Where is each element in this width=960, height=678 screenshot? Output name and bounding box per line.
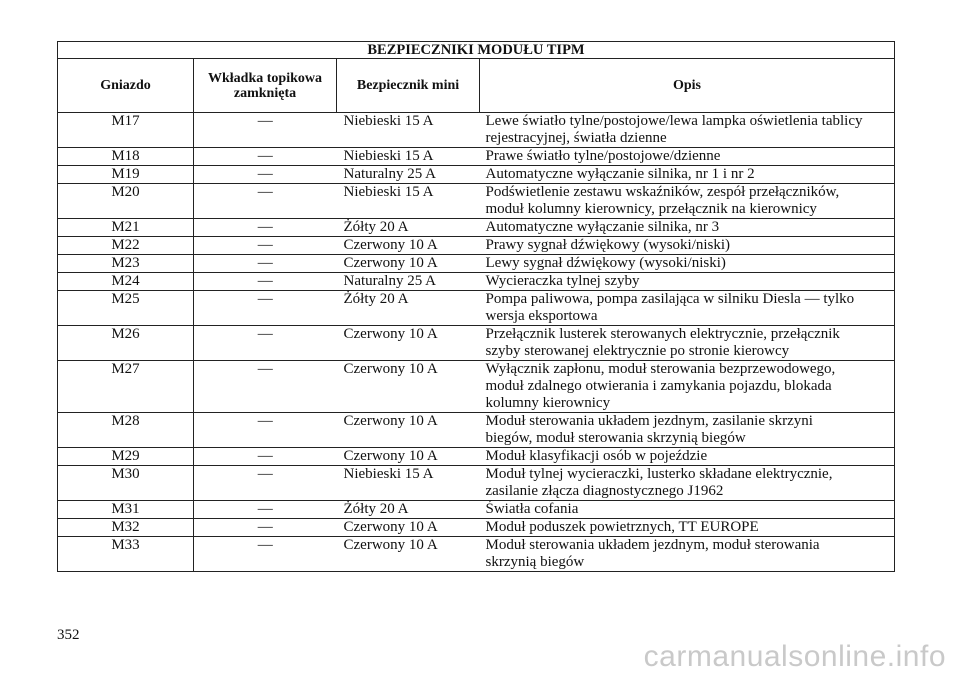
mini-fuse-cell: Żółty 20 A <box>337 291 480 326</box>
description-cell <box>480 413 895 448</box>
mini-fuse-cell: Czerwony 10 A <box>337 413 480 448</box>
description-line: Moduł sterowania układem jezdnym, zasilanie skrzyni <box>485 413 813 429</box>
table-row <box>58 326 895 361</box>
cartridge-fuse-cell: — <box>194 148 337 166</box>
mini-fuse-cell: Czerwony 10 A <box>337 537 480 572</box>
description-cell <box>480 113 895 148</box>
description-cell <box>480 291 895 326</box>
socket-cell: M31 <box>58 501 194 519</box>
socket-cell: M30 <box>58 466 194 501</box>
description-line: Automatyczne wyłączanie silnika, nr 3 <box>485 219 720 235</box>
socket-cell: M24 <box>58 273 194 291</box>
mini-fuse-cell: Niebieski 15 A <box>337 113 480 148</box>
mini-fuse-cell: Naturalny 25 A <box>337 166 480 184</box>
description-cell <box>480 237 895 255</box>
table-row <box>58 219 895 237</box>
header-row <box>58 59 895 113</box>
description-cell <box>480 273 895 291</box>
description-line: Wyłącznik zapłonu, moduł sterowania bezprzewodowego, <box>485 361 836 377</box>
description-line: Moduł tylnej wycieraczki, lusterko składane elektrycznie, <box>485 466 833 482</box>
socket-cell: M18 <box>58 148 194 166</box>
mini-fuse-cell: Niebieski 15 A <box>337 148 480 166</box>
description-line: Światła cofania <box>485 501 579 517</box>
table-row <box>58 413 895 448</box>
table-title: BEZPIECZNIKI MODUŁU TIPM <box>58 42 895 59</box>
table-row <box>58 448 895 466</box>
cartridge-fuse-cell: — <box>194 537 337 572</box>
socket-cell: M20 <box>58 184 194 219</box>
mini-fuse-cell: Czerwony 10 A <box>337 255 480 273</box>
table-row <box>58 519 895 537</box>
table-row <box>58 255 895 273</box>
description-cell <box>480 255 895 273</box>
description-line: moduł zdalnego otwierania i zamykania pojazdu, blokada <box>485 378 832 394</box>
cartridge-fuse-cell: — <box>194 413 337 448</box>
mini-fuse-cell: Niebieski 15 A <box>337 184 480 219</box>
fuse-rows <box>58 113 895 572</box>
description-line: rejestracyjnej, światła dzienne <box>485 130 667 146</box>
table-row <box>58 166 895 184</box>
table-row <box>58 361 895 413</box>
header-socket: Gniazdo <box>58 59 194 113</box>
socket-cell: M25 <box>58 291 194 326</box>
description-line: Wycieraczka tylnej szyby <box>485 273 640 289</box>
socket-cell: M26 <box>58 326 194 361</box>
table-row <box>58 148 895 166</box>
cartridge-fuse-cell: — <box>194 255 337 273</box>
cartridge-fuse-cell: — <box>194 113 337 148</box>
cartridge-fuse-cell: — <box>194 326 337 361</box>
cartridge-fuse-cell: — <box>194 361 337 413</box>
cartridge-fuse-cell: — <box>194 273 337 291</box>
description-line: moduł kolumny kierownicy, przełącznik na kierownicy <box>485 201 817 217</box>
description-cell <box>480 519 895 537</box>
description-line: zasilanie złącza diagnostycznego J1962 <box>485 483 724 499</box>
table-row <box>58 537 895 572</box>
table-row <box>58 184 895 219</box>
mini-fuse-cell: Naturalny 25 A <box>337 273 480 291</box>
description-line: Moduł klasyfikacji osób w pojeździe <box>485 448 708 464</box>
mini-fuse-cell: Niebieski 15 A <box>337 466 480 501</box>
socket-cell: M22 <box>58 237 194 255</box>
mini-fuse-cell: Czerwony 10 A <box>337 361 480 413</box>
description-line: skrzynią biegów <box>485 554 585 570</box>
socket-cell: M23 <box>58 255 194 273</box>
description-line: biegów, moduł sterowania skrzynią biegów <box>485 430 746 446</box>
description-cell <box>480 501 895 519</box>
socket-cell: M21 <box>58 219 194 237</box>
socket-cell: M32 <box>58 519 194 537</box>
description-cell <box>480 448 895 466</box>
mini-fuse-cell: Czerwony 10 A <box>337 519 480 537</box>
cartridge-fuse-cell: — <box>194 291 337 326</box>
mini-fuse-cell: Czerwony 10 A <box>337 326 480 361</box>
cartridge-fuse-cell: — <box>194 184 337 219</box>
description-line: Prawy sygnał dźwiękowy (wysoki/niski) <box>485 237 731 253</box>
description-line: Pompa paliwowa, pompa zasilająca w silniku Diesla — tylko <box>485 291 855 307</box>
socket-cell: M28 <box>58 413 194 448</box>
table-row <box>58 113 895 148</box>
description-cell <box>480 166 895 184</box>
description-line: Lewe światło tylne/postojowe/lewa lampka oświetlenia tablicy <box>485 113 863 129</box>
description-cell <box>480 326 895 361</box>
header-description: Opis <box>480 59 895 113</box>
description-cell <box>480 148 895 166</box>
cartridge-fuse-cell: — <box>194 166 337 184</box>
description-line: wersja eksportowa <box>485 308 598 324</box>
socket-cell: M33 <box>58 537 194 572</box>
socket-cell: M29 <box>58 448 194 466</box>
table-row <box>58 237 895 255</box>
cartridge-fuse-cell: — <box>194 501 337 519</box>
table-row <box>58 466 895 501</box>
cartridge-fuse-cell: — <box>194 519 337 537</box>
mini-fuse-cell: Żółty 20 A <box>337 501 480 519</box>
description-cell <box>480 219 895 237</box>
description-line: kolumny kierownicy <box>485 395 611 411</box>
watermark: carmanualsonline.info <box>643 640 946 673</box>
table-row <box>58 273 895 291</box>
description-line: Przełącznik lusterek sterowanych elektrycznie, przełącznik <box>485 326 840 342</box>
description-line: Prawe światło tylne/postojowe/dzienne <box>485 148 721 164</box>
description-cell <box>480 466 895 501</box>
socket-cell: M27 <box>58 361 194 413</box>
header-cartridge: Wkładka topikowa zamknięta <box>194 59 337 113</box>
header-mini-fuse: Bezpiecznik mini <box>337 59 480 113</box>
description-cell <box>480 361 895 413</box>
mini-fuse-cell: Czerwony 10 A <box>337 237 480 255</box>
description-cell <box>480 184 895 219</box>
description-line: Automatyczne wyłączanie silnika, nr 1 i nr 2 <box>485 166 755 182</box>
cartridge-fuse-cell: — <box>194 237 337 255</box>
description-line: Podświetlenie zestawu wskaźników, zespół przełączników, <box>485 184 840 200</box>
table-row <box>58 501 895 519</box>
table-row <box>58 291 895 326</box>
mini-fuse-cell: Czerwony 10 A <box>337 448 480 466</box>
description-line: Lewy sygnał dźwiękowy (wysoki/niski) <box>485 255 726 271</box>
fuse-table <box>57 41 895 572</box>
cartridge-fuse-cell: — <box>194 219 337 237</box>
socket-cell: M19 <box>58 166 194 184</box>
cartridge-fuse-cell: — <box>194 448 337 466</box>
page-number: 352 <box>57 627 80 643</box>
description-line: szyby sterowanej elektrycznie po stronie kierowcy <box>485 343 790 359</box>
description-line: Moduł sterowania układem jezdnym, moduł sterowania <box>485 537 820 553</box>
cartridge-fuse-cell: — <box>194 466 337 501</box>
description-cell <box>480 537 895 572</box>
socket-cell: M17 <box>58 113 194 148</box>
description-line: Moduł poduszek powietrznych, TT EUROPE <box>485 519 759 535</box>
mini-fuse-cell: Żółty 20 A <box>337 219 480 237</box>
